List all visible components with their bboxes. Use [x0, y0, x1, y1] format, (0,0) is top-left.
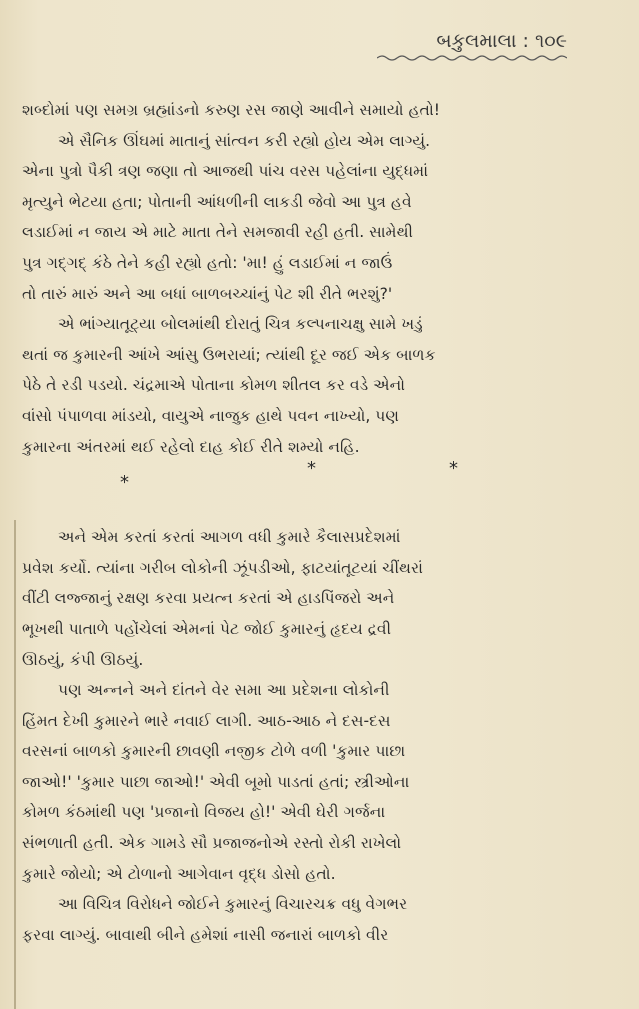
text-line: ઊઠયું, કંપી ઊઠયું.	[22, 650, 144, 669]
text-line: લડાઈમાં ન જાય એ માટે માતા તેને સમજાવી રહી હતી. સામેથી	[22, 223, 413, 242]
text-line: જાઓ!' 'કુમાર પાછા જાઓ!' એવી બૂમો પાડતાં હતાં; સ્ત્રીઓના	[22, 772, 410, 791]
text-line: વરસનાં બાળકો કુમારની છાવણી નજીક ટોળે વળી 'કુમાર પાછા	[22, 742, 406, 761]
section-separator	[22, 458, 612, 522]
text-line: એના પુત્રો પૈકી ત્રણ જણા તો આજથી પાંચ વરસ પહેલાંના યુદ્ધમાં	[22, 162, 429, 181]
text-line: કુમારે જોયો; એ ટોળાનો આગેવાન વૃદ્ધ ડોસો હતો.	[22, 864, 336, 883]
text-line: તો તારું મારું અને આ બધાં બાળબચ્ચાંનું પેટ શી રીતે ભરશું?'	[22, 284, 393, 303]
header-wavy-rule	[377, 54, 567, 62]
text-line: કોમળ કંઠમાંથી પણ 'પ્રજાનો વિજય હો!' એવી ઘેરી ગર્જના	[22, 803, 386, 822]
text-line: થતાં જ કુમારની આંખે આંસુ ઉભરાયાં; ત્યાંથી દૂર જઈ એક બાળક	[22, 345, 436, 364]
text-line: મૃત્યુને ભેટયા હતા; પોતાની આંધળીની લાકડી જેવો આ પુત્ર હવે	[22, 192, 412, 211]
separator-star: *	[449, 458, 458, 480]
text-line: આ વિચિત્ર વિરોધને જોઈને કુમારનું વિચારચક્ર વધુ વેગભર	[58, 895, 408, 914]
text-line: વાંસો પંપાળવા માંડયો, વાયુએ નાજુક હાથે પવન નાખ્યો, પણ	[22, 406, 400, 425]
paragraph	[22, 309, 612, 462]
text-line: એ ભાંગ્યાતૂટ્યા બોલમાંથી દોરાતું ચિત્ર કલ્પનાચક્ષુ સામે ખડું	[58, 315, 423, 334]
separator-star: *	[307, 458, 316, 480]
page-gutter-edge	[14, 520, 16, 1009]
body-text	[22, 95, 612, 950]
text-line: પ્રવેશ કર્યો. ત્યાંના ગરીબ લોકોની ઝૂંપડીઓ, ફાટયાંતૂટયાં ચીંથરાં	[22, 558, 423, 577]
text-line: ભૂખથી પાતાળે પહોંચેલાં એમનાં પેટ જોઈ કુમારનું હૃદય દ્રવી	[22, 619, 392, 638]
text-line: સંભળાતી હતી. એક ગામડે સૌ પ્રજાજનોએ રસ્તો રોકી રાખેલો	[22, 834, 402, 853]
paragraph	[22, 522, 612, 675]
text-line: ફરવા લાગ્યું. બાવાથી બીને હમેશાં નાસી જનારાં બાળકો વીર	[22, 925, 389, 944]
text-line: પુત્ર ગદ્ગદ્ કંઠે તેને કહી રહ્યો હતો: 'મા! હું લડાઈમાં ન જાઉં	[22, 253, 393, 272]
text-line: શબ્દોમાં પણ સમગ્ર બ્રહ્માંડનો કરુણ રસ જાણે આવીને સમાયો હતો!	[22, 101, 441, 119]
paragraph	[22, 675, 612, 889]
text-line: હિંમત દેખી કુમારને ભારે નવાઈ લાગી. આઠ-આઠ ને દસ-દસ	[22, 711, 391, 730]
text-line: એ સૈનિક ઊંઘમાં માતાનું સાંત્વન કરી રહ્યો હોય એમ લાગ્યું.	[58, 131, 431, 150]
text-line: કુમારના અંતરમાં થઈ રહેલો દાહ કોઈ રીતે શમ્યો નહિ.	[22, 437, 360, 456]
text-line: વીંટી લજ્જાનું રક્ષણ કરવા પ્રયત્ન કરતાં એ હાડપિંજરો અને	[22, 589, 395, 608]
page-header	[377, 30, 567, 62]
running-head: બકુલમાલા : ૧૦૯	[436, 30, 567, 52]
paragraph	[22, 889, 612, 950]
separator-star: *	[120, 472, 129, 494]
text-line: અને એમ કરતાં કરતાં આગળ વધી કુમારે કૈલાસપ્રદેશમાં	[58, 528, 401, 547]
paragraph	[22, 126, 612, 310]
text-line: પેઠે તે રડી પડયો. ચંદ્રમાએ પોતાના કોમળ શીતલ કર વડે એનો	[22, 376, 406, 395]
text-line: પણ અન્નને અને દાંતને વેર સમા આ પ્રદેશના લોકોની	[58, 681, 390, 700]
paragraph	[22, 95, 612, 126]
